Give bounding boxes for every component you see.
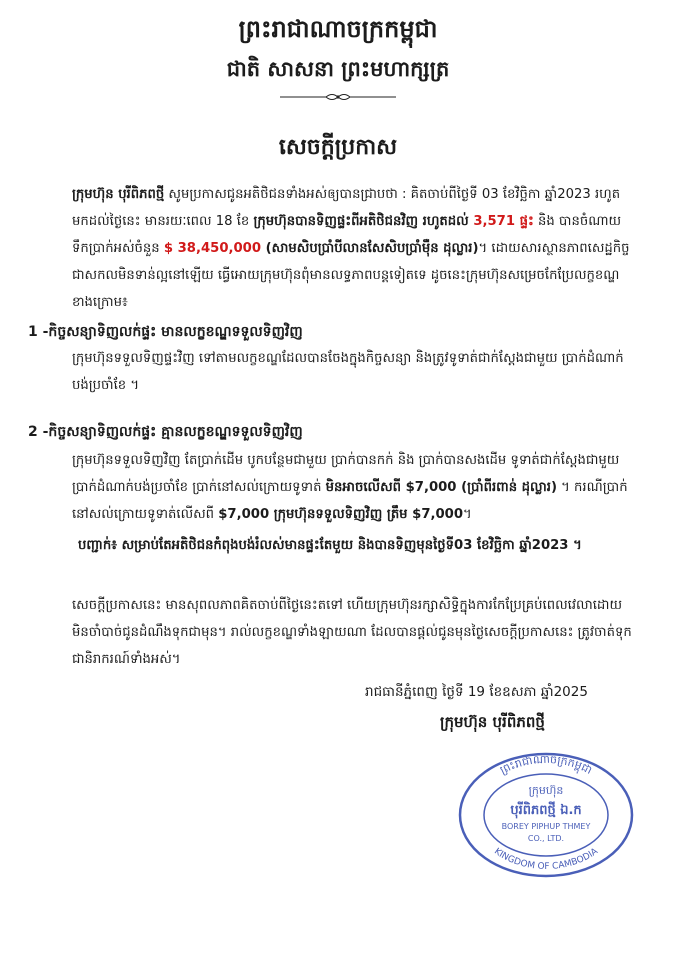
seal-bottom-text: KINGDOM OF CAMBODIA (492, 846, 600, 873)
intro-paragraph: ក្រុមហ៊ុន បុរីពិភពថ្មី សូមប្រកាសជូនអតិថិជនទាំងអស់ឲ្យបានជ្រាបថា : គិតចាប់ពីថ្ងៃទី 03 ខែវិច្ឆិកា ឆ្នាំ2023 រហូតមកដល់ថ្ងៃនេះ មានរយៈពេល 18 ខែ ក្រុមហ៊ុនបានទិញផ្ទះពីអតិថិជនវិញ រហូតដល់ 3,571 ផ្ទះ និង បានចំណាយទឹកប្រាក់អស់ចំនួន $ 38,450,000 (សាមសិបប្រាំបីលានសែសិបប្រាំម៉ឺន ដុល្លារ)។ ដោយសារស្ថានភាពសេដ្ឋកិច្ចជាសកលមិនទាន់ល្អនៅឡើយ ធ្វើអោយក្រុមហ៊ុនពុំមានលទ្ធភាពបន្តទៀតទេ ដូចនេះក្រុមហ៊ុនសម្រេចកែប្រែលក្ខខណ្ឌខាងក្រោម៖ (72, 187, 630, 310)
section2-text: ក្រុមហ៊ុនទទួលទិញវិញ តែប្រាក់ដើម បូកបន្ថែមជាមួយ ប្រាក់បានកក់ និង ប្រាក់បានសងដើម ទូទាត់ជាក់ស្តែងជាមួយ ប្រាក់ដំណាក់បង់ប្រចាំខែ ប្រាក់នៅសល់ក្រោយទូទាត់ មិនអាចលើសពី $7,000 (ប្រាំពីរពាន់ ដុល្លារ) ។ ករណីប្រាក់នៅសល់ក្រោយទូទាត់លើសពី $7,000 ក្រុមហ៊ុនទទួលទិញវិញ ត្រឹម $7,000។ (72, 453, 628, 522)
note-line: បញ្ជាក់៖ សម្រាប់តែអតិថិជនកំពុងបង់រំលស់មានផ្ទះតែមួយ និងបានទិញមុនថ្ងៃទី03 ខែវិច្ឆិកា ឆ្នាំ2023 ។ (78, 538, 582, 553)
company-seal (458, 752, 634, 878)
svg-text:ក្រុមហ៊ុន: ក្រុមហ៊ុន (528, 784, 564, 797)
section2-heading: 2 -កិច្ចសន្យាទិញលក់ផ្ទះ គ្មានលក្ខខណ្ឌទទួលទិញវិញ (28, 424, 303, 440)
amount-spent: $ 38,450,000 (163, 241, 262, 256)
kingdom-title: ព្រះរាជាណាចក្រកម្ពុជា (238, 14, 438, 43)
seal-top-text: ព្រះរាជាណាចក្រកម្ពុជា (497, 752, 595, 777)
svg-text:BOREY PIPHUP THMEY: BOREY PIPHUP THMEY (501, 822, 591, 831)
section1-text: ក្រុមហ៊ុនទទួលទិញផ្ទះវិញ ទៅតាមលក្ខខណ្ឌដែលបានចែងក្នុងកិច្ចសន្យា និងត្រូវទូទាត់ជាក់ស្តែងជាមួយ ប្រាក់ដំណាក់បង់ប្រចាំខែ ។ (72, 351, 624, 393)
house-count: 3,571 ផ្ទះ (473, 214, 534, 229)
section1-heading: 1 -កិច្ចសន្យាទិញលក់ផ្ទះ មានលក្ខខណ្ឌទទួលទិញវិញ (28, 324, 303, 340)
document-title: សេចក្តីប្រកាស (278, 134, 398, 160)
closing-paragraph: សេចក្តីប្រកាសនេះ មានសុពលភាពគិតចាប់ពីថ្ងៃនេះតទៅ ហើយក្រុមហ៊ុនរក្សាសិទ្ធិក្នុងការកែប្រែគ្រប់ពេលវេលាដោយមិនចាំបាច់ជូនដំណឹងទុកជាមុន។ រាល់លក្ខខណ្ឌទាំងឡាយណា ដែលបានផ្តល់ជូនមុនថ្ងៃសេចក្តីប្រកាសនេះ ត្រូវចាត់ទុកជានិរាករណ៍ទាំងអស់។ (72, 598, 632, 667)
company-name: ក្រុមហ៊ុន បុរីពិភពថ្មី (72, 187, 165, 202)
svg-text:បុរីពិភពថ្មី ឯ.ក: បុរីពិភពថ្មី ឯ.ក (510, 803, 582, 818)
motto: ជាតិ សាសនា ព្រះមហាក្សត្រ (226, 56, 450, 81)
svg-text:CO., LTD.: CO., LTD. (527, 834, 565, 843)
date-line: រាជធានីភ្នំពេញ ថ្ងៃទី 19 ខែឧសភា ឆ្នាំ2025 (365, 684, 588, 700)
ornament-divider (278, 92, 398, 102)
signatory: ក្រុមហ៊ុន បុរីពិភពថ្មី (440, 713, 545, 731)
